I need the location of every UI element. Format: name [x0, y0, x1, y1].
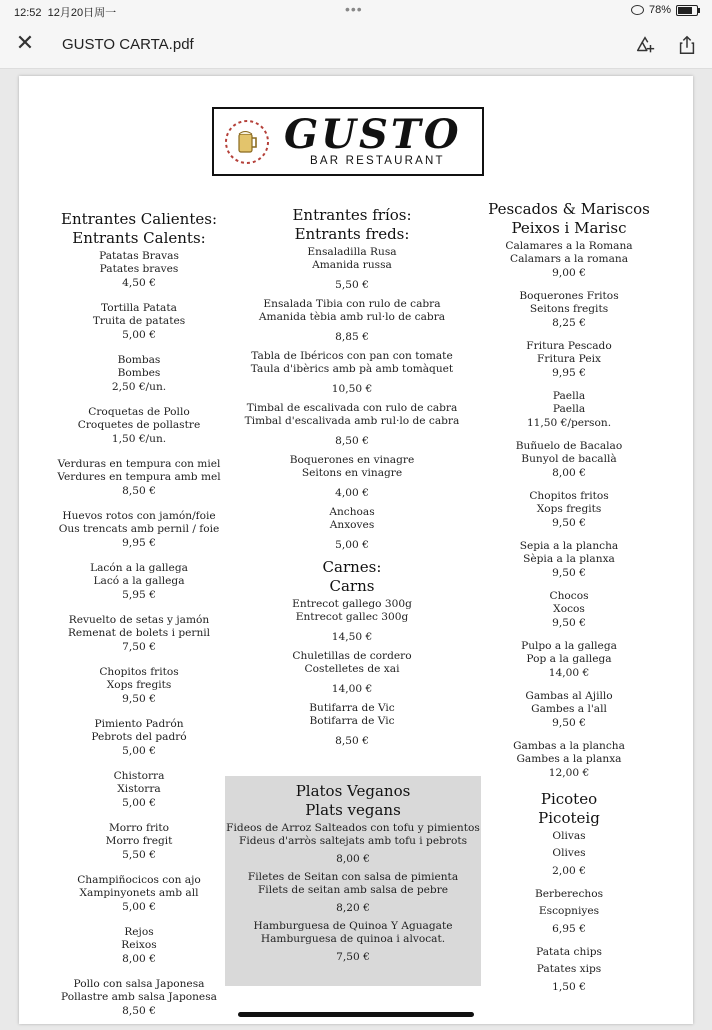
status-right	[631, 4, 698, 16]
drive-add-icon[interactable]	[634, 34, 656, 56]
menu-item-price: 8,85 €	[335, 331, 369, 343]
vegan-dishes-box	[225, 776, 481, 986]
menu-item	[475, 490, 663, 530]
menu-item	[475, 590, 663, 630]
menu-item	[475, 830, 663, 878]
menu-item	[475, 690, 663, 730]
menu-item-price: 1,50 €/un.	[111, 433, 167, 445]
menu-item-name: Olivas	[552, 830, 586, 842]
menu-item	[241, 402, 463, 448]
menu-item	[475, 946, 663, 994]
menu-item-price: 5,50 €	[122, 849, 156, 861]
menu-item-name: Seitons en vinagre	[301, 467, 403, 479]
menu-item-name: Gambas al Ajillo	[525, 690, 613, 702]
menu-item-price: 10,50 €	[331, 383, 373, 395]
menu-item-price: 6,95 €	[552, 923, 586, 935]
menu-item-name: Bombes	[117, 367, 161, 379]
section-heading: Pescados & Mariscos Peixos i Marisc	[488, 200, 650, 237]
menu-item	[475, 440, 663, 480]
menu-item-name: Chopitos fritos	[529, 490, 609, 502]
menu-item-name: Lacó a la gallega	[93, 575, 185, 587]
menu-item-name: Entrecot gallec 300g	[295, 611, 409, 623]
menu-item-name: Huevos rotos con jamón/foie	[62, 510, 216, 522]
menu-item-name: Fritura Peix	[537, 353, 601, 365]
menu-item	[49, 926, 229, 966]
menu-item-name: Fritura Pescado	[526, 340, 612, 352]
menu-item	[475, 240, 663, 280]
menu-item-price: 4,50 €	[122, 277, 156, 289]
menu-item	[241, 650, 463, 696]
menu-item-name: Timbal de escalivada con rulo de cabra	[246, 402, 458, 414]
menu-item-name: Olives	[552, 847, 586, 859]
snacks-heading: Picoteo Picoteig	[538, 790, 600, 827]
menu-item-name: Xistorra	[117, 783, 161, 795]
menu-item	[49, 510, 229, 550]
menu-item-name: Costelletes de xai	[304, 663, 400, 675]
menu-item-price: 5,00 €	[122, 745, 156, 757]
menu-item-name: Pimiento Padrón	[94, 718, 184, 730]
menu-item-price: 12,00 €	[548, 767, 590, 779]
menu-item-name: Chocos	[549, 590, 589, 602]
menu-item-price: 1,50 €	[552, 981, 586, 993]
menu-item	[475, 340, 663, 380]
section-heading: Entrantes fríos: Entrants freds:	[292, 206, 412, 243]
menu-item-name: Pollo con salsa Japonesa	[73, 978, 205, 990]
menu-item-price: 8,00 €	[122, 953, 156, 965]
menu-item	[225, 920, 481, 964]
menu-item-price: 5,50 €	[335, 279, 369, 291]
menu-item-name: Reixos	[121, 939, 157, 951]
menu-item-price: 2,00 €	[552, 865, 586, 877]
menu-item-price: 8,20 €	[336, 902, 370, 914]
menu-item-name: Sèpia a la planxa	[523, 553, 615, 565]
menu-item-name: Xops fregits	[536, 503, 602, 515]
menu-item	[475, 390, 663, 430]
status-bar	[0, 0, 712, 22]
menu-item-name: Truita de patates	[92, 315, 186, 327]
menu-item-price: 5,00 €	[122, 797, 156, 809]
menu-item-name: Paella	[552, 390, 586, 402]
menu-item-name: Patata chips	[536, 946, 602, 958]
menu-item-price: 9,50 €	[552, 617, 586, 629]
menu-item-name: Morro fregit	[105, 835, 173, 847]
menu-item-name: Verdures en tempura amb mel	[57, 471, 221, 483]
menu-item-price: 14,00 €	[331, 683, 373, 695]
logo-name: GUSTO	[284, 111, 462, 158]
menu-item-name: Xampinyonets amb all	[79, 887, 199, 899]
menu-item-name: Xops fregits	[106, 679, 172, 691]
menu-item-price: 5,00 €	[122, 901, 156, 913]
menu-item-name: Fideos de Arroz Salteados con tofu y pimientos	[226, 822, 480, 834]
menu-item-price: 14,00 €	[548, 667, 590, 679]
menu-item-name: Filetes de Seitan con salsa de pimienta	[247, 871, 459, 883]
menu-item	[49, 354, 229, 394]
multitask-dots-icon[interactable]: •••	[345, 1, 363, 17]
menu-item-name: Ensalada Tibia con rulo de cabra	[263, 298, 441, 310]
status-time: 12:52 12月20日周一	[14, 7, 117, 19]
menu-item	[49, 562, 229, 602]
menu-item-name: Verduras en tempura con miel	[57, 458, 221, 470]
share-icon[interactable]	[676, 34, 698, 56]
menu-item-price: 14,50 €	[331, 631, 373, 643]
menu-item-price: 7,50 €	[122, 641, 156, 653]
menu-item-price: 9,00 €	[552, 267, 586, 279]
menu-item	[225, 822, 481, 866]
menu-item-name: Escopniyes	[538, 905, 600, 917]
menu-item-name: Entrecot gallego 300g	[292, 598, 412, 610]
menu-item	[241, 702, 463, 748]
menu-item-name: Amanida tèbia amb rul·lo de cabra	[258, 311, 446, 323]
menu-item-name: Boquerones en vinagre	[289, 454, 415, 466]
menu-item-name: Chistorra	[113, 770, 165, 782]
beer-mug-laurel-icon	[224, 119, 270, 165]
menu-item-name: Chuletillas de cordero	[292, 650, 412, 662]
battery-percent: 78%	[648, 4, 671, 16]
menu-item	[241, 506, 463, 552]
menu-item-price: 11,50 €/person.	[526, 417, 612, 429]
menu-item	[241, 350, 463, 396]
menu-item	[475, 540, 663, 580]
wifi-icon	[631, 5, 644, 15]
menu-item	[475, 888, 663, 936]
menu-item	[49, 666, 229, 706]
menu-item-name: Amanida russa	[312, 259, 392, 271]
menu-item-name: Taula d'ibèrics amb pà amb tomàquet	[250, 363, 454, 375]
menu-item-name: Berberechos	[534, 888, 604, 900]
seafood-section	[475, 200, 663, 1004]
menu-item-name: Botifarra de Vic	[309, 715, 395, 727]
menu-item-name: Ous trencats amb pernil / foie	[58, 523, 220, 535]
vegan-heading: Platos Veganos Plats vegans	[295, 782, 411, 819]
menu-item	[241, 298, 463, 344]
menu-item-name: Calamars a la romana	[509, 253, 629, 265]
menu-item-name: Filets de seitan amb salsa de pebre	[257, 884, 449, 896]
menu-item-name: Patates braves	[99, 263, 179, 275]
menu-item-name: Hamburguesa de quinoa i alvocat.	[260, 933, 446, 945]
menu-item-name: Gambes a l'all	[531, 703, 607, 715]
menu-item	[49, 406, 229, 446]
menu-item-name: Hamburguesa de Quinoa Y Aguagate	[253, 920, 453, 932]
pdf-page	[19, 76, 693, 1024]
menu-item	[475, 740, 663, 780]
menu-item-price: 9,50 €	[552, 517, 586, 529]
menu-item-name: Timbal d'escalivada amb rul·lo de cabra	[244, 415, 460, 427]
menu-item	[49, 978, 229, 1018]
menu-item-name: Paella	[552, 403, 586, 415]
meats-heading: Carnes: Carns	[322, 558, 382, 595]
menu-item-name: Seitons fregits	[529, 303, 609, 315]
menu-item-price: 8,00 €	[552, 467, 586, 479]
menu-item-price: 5,00 €	[122, 329, 156, 341]
menu-item	[475, 640, 663, 680]
menu-item-name: Chopitos fritos	[99, 666, 179, 678]
menu-item-name: Croquetes de pollastre	[77, 419, 201, 431]
menu-item-name: Tabla de Ibéricos con pan con tomate	[251, 350, 453, 362]
menu-item-price: 9,50 €	[552, 717, 586, 729]
menu-item-name: Champiñocicos con ajo	[77, 874, 201, 886]
viewer-toolbar	[0, 22, 712, 69]
menu-item-name: Croquetas de Pollo	[88, 406, 190, 418]
menu-item-name: Patates xips	[536, 963, 602, 975]
menu-item-name: Buñuelo de Bacalao	[515, 440, 623, 452]
menu-item-name: Rejos	[124, 926, 154, 938]
menu-item-name: Xocos	[553, 603, 585, 615]
menu-item-name: Calamares a la Romana	[505, 240, 633, 252]
battery-icon	[676, 5, 698, 16]
menu-item	[49, 822, 229, 862]
cold-starters-section	[241, 206, 463, 754]
menu-item	[49, 302, 229, 342]
home-indicator[interactable]	[238, 1012, 474, 1017]
menu-item	[241, 598, 463, 644]
menu-item-price: 4,00 €	[335, 487, 369, 499]
menu-item-price: 9,50 €	[552, 567, 586, 579]
logo-subtitle: BAR RESTAURANT	[310, 155, 445, 167]
menu-item-name: Pebrots del padró	[91, 731, 187, 743]
menu-item	[49, 770, 229, 810]
section-heading: Entrantes Calientes: Entrants Calents:	[61, 210, 217, 247]
menu-item	[241, 454, 463, 500]
menu-item	[49, 614, 229, 654]
close-icon[interactable]: ✕	[15, 30, 35, 55]
menu-item-name: Lacón a la gallega	[90, 562, 188, 574]
menu-item-name: Anchoas	[329, 506, 375, 518]
menu-item-name: Anxoves	[329, 519, 375, 531]
menu-item-price: 8,50 €	[335, 735, 369, 747]
menu-item-name: Bunyol de bacallà	[521, 453, 617, 465]
menu-item-price: 5,00 €	[335, 539, 369, 551]
menu-item-name: Bombas	[117, 354, 161, 366]
menu-item-price: 9,95 €	[122, 537, 156, 549]
menu-item-name: Revuelto de setas y jamón	[68, 614, 210, 626]
restaurant-logo	[212, 107, 484, 176]
menu-item-name: Sepia a la plancha	[519, 540, 619, 552]
menu-item-price: 8,50 €	[122, 485, 156, 497]
document-title: GUSTO CARTA.pdf	[62, 36, 194, 53]
menu-item	[475, 290, 663, 330]
menu-item-name: Patatas Bravas	[99, 250, 179, 262]
menu-item-name: Morro frito	[108, 822, 170, 834]
menu-item-name: Remenat de bolets i pernil	[67, 627, 211, 639]
menu-item	[241, 246, 463, 292]
menu-item-name: Boquerones Fritos	[519, 290, 619, 302]
menu-item-price: 7,50 €	[336, 951, 370, 963]
menu-item-name: Butifarra de Vic	[309, 702, 395, 714]
menu-item-name: Pop a la gallega	[526, 653, 612, 665]
menu-item-price: 8,50 €	[122, 1005, 156, 1017]
menu-item-name: Gambas a la plancha	[513, 740, 625, 752]
menu-item-name: Pollastre amb salsa Japonesa	[61, 991, 217, 1003]
menu-item	[49, 250, 229, 290]
menu-item	[49, 874, 229, 914]
menu-item-name: Tortilla Patata	[101, 302, 177, 314]
menu-item	[49, 718, 229, 758]
menu-item-price: 9,95 €	[552, 367, 586, 379]
menu-item-price: 8,00 €	[336, 853, 370, 865]
menu-item-name: Pulpo a la gallega	[521, 640, 617, 652]
hot-starters-section	[49, 210, 229, 1030]
menu-item-price: 2,50 €/un.	[111, 381, 167, 393]
menu-item-price: 8,25 €	[552, 317, 586, 329]
menu-item-name: Fideus d'arròs saltejats amb tofu i pebrots	[238, 835, 468, 847]
menu-item-price: 8,50 €	[335, 435, 369, 447]
menu-item-name: Ensaladilla Rusa	[307, 246, 397, 258]
menu-item-price: 5,95 €	[122, 589, 156, 601]
menu-item	[49, 458, 229, 498]
menu-item-name: Gambes a la planxa	[516, 753, 622, 765]
menu-item	[225, 871, 481, 915]
menu-item-price: 9,50 €	[122, 693, 156, 705]
